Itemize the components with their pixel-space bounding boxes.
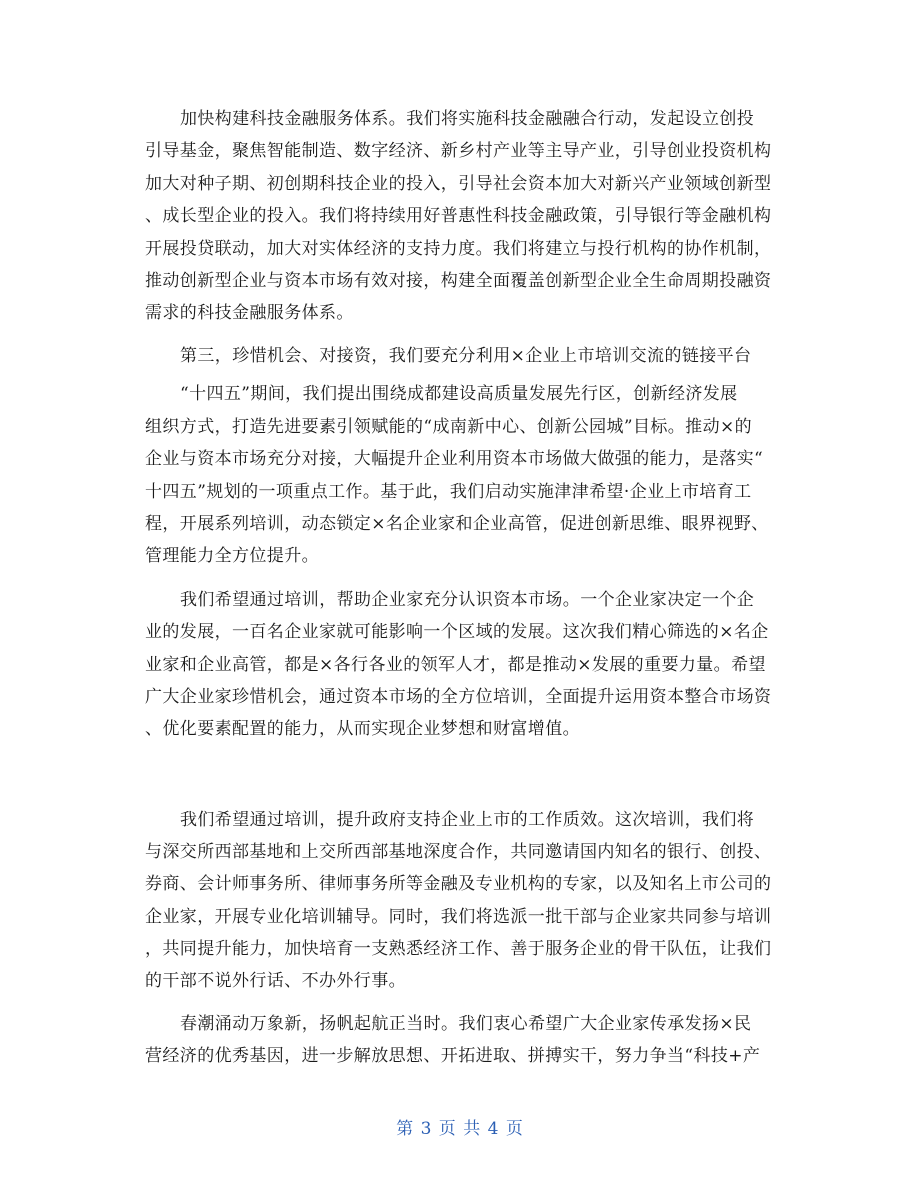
- paragraph-5-line-3: 券商、会计师事务所、律师事务所等金融及专业机构的专家，以及知名上市公司的: [145, 874, 772, 894]
- paragraph-4-line-1: 我们希望通过培训，帮助企业家充分认识资本市场。一个企业家决定一个企: [180, 590, 755, 610]
- paragraph-4-line-4: 广大企业家珍惜机会，通过资本市场的全方位培训，全面提升运用资本整合市场资: [145, 687, 772, 707]
- paragraph-3-line-1: “十四五”期间，我们提出围绕成都建设高质量发展先行区，创新经济发展: [180, 384, 738, 404]
- paragraph-5-line-6: 的干部不说外行话、不办外行事。: [145, 971, 406, 991]
- paragraph-3-line-2: 组织方式，打造先进要素引领赋能的“成南新中心、创新公园城”目标。推动×的: [145, 417, 753, 437]
- paragraph-3-line-3: 企业与资本市场充分对接，大幅提升企业利用资本市场做大做强的能力，是落实“: [145, 449, 764, 469]
- paragraph-5-line-2: 与深交所西部基地和上交所西部基地深度合作，共同邀请国内知名的银行、创投、: [145, 842, 772, 862]
- paragraph-3-line-4: 十四五”规划的一项重点工作。基于此，我们启动实施津津希望·企业上市培育工: [145, 482, 752, 502]
- paragraph-6-line-2: 营经济的优秀基因，进一步解放思想、开拓进取、拼搏实干，努力争当“科技+产: [145, 1046, 761, 1066]
- paragraph-2-line-1: 第三，珍惜机会、对接资，我们要充分利用×企业上市培训交流的链接平台: [180, 346, 752, 366]
- paragraph-4-line-5: 、优化要素配置的能力，从而实现企业梦想和财富增值。: [145, 719, 580, 739]
- paragraph-5-line-4: 企业家，开展专业化培训辅导。同时，我们将选派一批干部与企业家共同参与培训: [145, 907, 772, 927]
- paragraph-1-line-5: 开展投贷联动，加大对实体经济的支持力度。我们将建立与投行机构的协作机制，: [145, 239, 772, 259]
- paragraph-5-line-1: 我们希望通过培训，提升政府支持企业上市的工作质效。这次培训，我们将: [180, 810, 755, 830]
- paragraph-1-line-1: 加快构建科技金融服务体系。我们将实施科技金融融合行动，发起设立创投: [180, 109, 755, 129]
- paragraph-1-line-4: 、成长型企业的投入。我们将持续用好普惠性科技金融政策，引导银行等金融机构: [145, 206, 772, 226]
- paragraph-1-line-2: 引导基金，聚焦智能制造、数字经济、新乡村产业等主导产业，引导创业投资机构: [145, 141, 772, 161]
- paragraph-4-line-2: 业的发展，一百名企业家就可能影响一个区域的发展。这次我们精心筛选的×名企: [145, 622, 769, 642]
- paragraph-1-line-3: 加大对种子期、初创期科技企业的投入，引导社会资本加大对新兴产业领域创新型: [145, 174, 772, 194]
- paragraph-4-line-3: 业家和企业高管，都是×各行各业的领军人才，都是推动×发展的重要力量。希望: [145, 655, 766, 675]
- paragraph-3-line-5: 程，开展系列培训，动态锁定×名企业家和企业高管，促进创新思维、眼界视野、: [145, 514, 769, 534]
- paragraph-1-line-6: 推动创新型企业与资本市场有效对接，构建全面覆盖创新型企业全生命周期投融资: [145, 271, 772, 291]
- paragraph-1-line-7: 需求的科技金融服务体系。: [145, 303, 354, 323]
- paragraph-3-line-6: 管理能力全方位提升。: [145, 546, 319, 566]
- paragraph-5-line-5: ，共同提升能力，加快培育一支熟悉经济工作、善于服务企业的骨干队伍，让我们: [145, 939, 772, 959]
- page-number-footer: 第 3 页 共 4 页: [396, 1119, 524, 1139]
- paragraph-6-line-1: 春潮涌动万象新，扬帆起航正当时。我们衷心希望广大企业家传承发扬×民: [180, 1014, 752, 1034]
